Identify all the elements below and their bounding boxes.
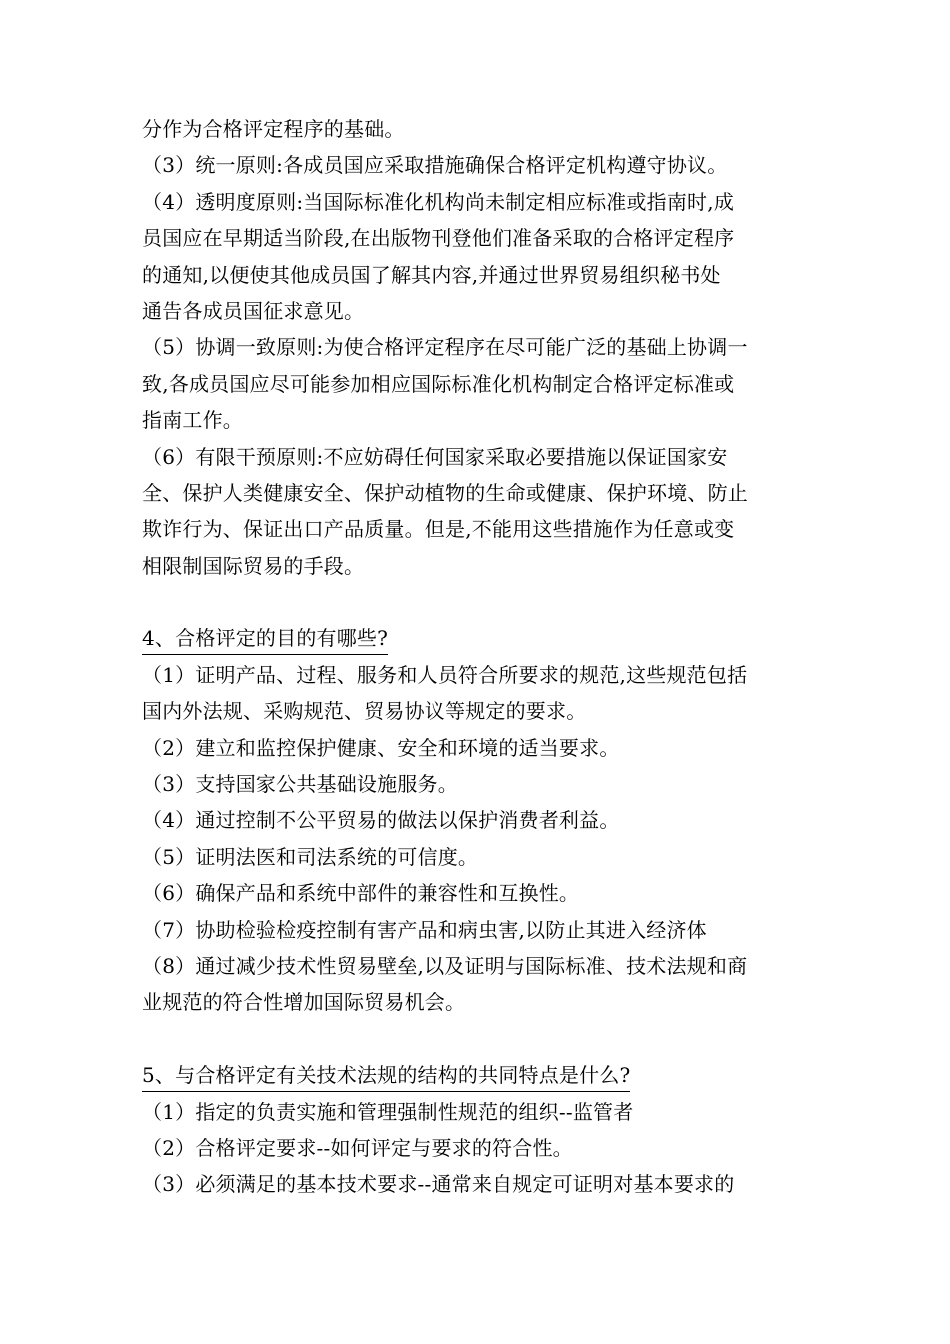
- section-5: [142, 1057, 822, 1093]
- text-line: （3）统一原则:各成员国应采取措施确保合格评定机构遵守协议。: [142, 153, 728, 178]
- blank-line: [142, 584, 822, 620]
- feature-2: （2）合格评定要求--如何评定与要求的符合性。: [142, 1135, 573, 1160]
- document-page: [142, 111, 822, 1203]
- principle-3: [142, 147, 822, 183]
- text-line: 指南工作。: [142, 408, 243, 433]
- text-line: 相限制国际贸易的手段。: [142, 553, 365, 578]
- text-line: （4）透明度原则:当国际标准化机构尚未制定相应标准或指南时,成: [142, 189, 735, 214]
- text-line: 员国应在早期适当阶段,在出版物刊登他们准备采取的合格评定程序: [142, 226, 735, 251]
- principle-4: [142, 184, 822, 330]
- text-line: （1）证明产品、过程、服务和人员符合所要求的规范,这些规范包括: [142, 662, 748, 687]
- feature-3: （3）必须满足的基本技术要求--通常来自规定可证明对基本要求的: [142, 1172, 735, 1197]
- question-5-heading: 5、与合格评定有关技术法规的结构的共同特点是什么?: [142, 1059, 630, 1092]
- principle-6: [142, 439, 822, 585]
- text-line: 国内外法规、采购规范、贸易协议等规定的要求。: [142, 699, 587, 724]
- text-line: 致,各成员国应尽可能参加相应国际标准化机构制定合格评定标准或: [142, 371, 735, 396]
- purpose-7: （7）协助检验检疫控制有害产品和病虫害,以防止其进入经济体: [142, 917, 707, 942]
- principle-5: [142, 329, 822, 438]
- text-line: （5）协调一致原则:为使合格评定程序在尽可能广泛的基础上协调一: [142, 335, 748, 360]
- purpose-2: （2）建立和监控保护健康、安全和环境的适当要求。: [142, 735, 620, 760]
- purpose-8: [142, 948, 822, 1021]
- paragraph-continuation: 分作为合格评定程序的基础。: [142, 117, 405, 141]
- text-line: 通告各成员国征求意见。: [142, 298, 365, 323]
- purpose-4: （4）通过控制不公平贸易的做法以保护消费者利益。: [142, 808, 620, 833]
- section-4: [142, 620, 822, 656]
- text-line: （8）通过减少技术性贸易壁垒,以及证明与国际标准、技术法规和商: [142, 953, 748, 978]
- feature-1: （1）指定的负责实施和管理强制性规范的组织--监管者: [142, 1099, 634, 1124]
- purpose-5: （5）证明法医和司法系统的可信度。: [142, 844, 479, 869]
- text-line: （6）有限干预原则:不应妨碍任何国家采取必要措施以保证国家安: [142, 444, 728, 469]
- text-line: 全、保护人类健康安全、保护动植物的生命或健康、保护环境、防止: [142, 480, 748, 505]
- text-line: 欺诈行为、保证出口产品质量。但是,不能用这些措施作为任意或变: [142, 517, 735, 542]
- text-line: 的通知,以便使其他成员国了解其内容,并通过世界贸易组织秘书处: [142, 262, 721, 287]
- purpose-6: （6）确保产品和系统中部件的兼容性和互换性。: [142, 881, 580, 906]
- blank-line: [142, 1021, 822, 1057]
- purpose-1: [142, 657, 822, 730]
- text-line: 业规范的符合性增加国际贸易机会。: [142, 990, 466, 1015]
- purpose-3: （3）支持国家公共基础设施服务。: [142, 772, 458, 797]
- question-4-heading: 4、合格评定的目的有哪些?: [142, 622, 388, 655]
